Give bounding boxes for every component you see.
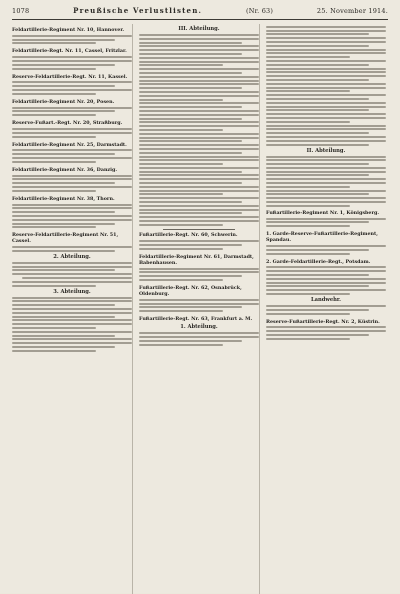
text-line	[139, 186, 259, 188]
section	[139, 316, 259, 345]
text-line	[139, 148, 259, 150]
text-line	[139, 57, 259, 59]
text-line	[266, 330, 386, 332]
text-line	[139, 99, 223, 101]
text-line	[266, 106, 386, 108]
divider	[163, 229, 235, 230]
text-line	[266, 293, 350, 295]
section	[266, 210, 386, 227]
text-line	[139, 209, 259, 211]
text-line	[12, 39, 115, 41]
text-line	[12, 262, 132, 264]
text-line	[139, 271, 259, 273]
text-line	[266, 125, 386, 127]
text-line	[266, 83, 386, 85]
text-line	[12, 157, 132, 159]
text-line	[139, 306, 242, 308]
section	[12, 142, 132, 163]
text-line	[266, 245, 386, 247]
text-line	[12, 323, 132, 325]
subheading: 1. Abteilung.	[180, 324, 218, 331]
text-line	[266, 117, 386, 119]
text-line	[12, 85, 115, 87]
text-line	[12, 128, 132, 130]
publication-title: Preußische Verlustlisten.	[73, 6, 203, 15]
section-heading: Fußartillerie-Regiment Nr. 1, Königsberg.	[266, 209, 380, 216]
section-heading: Feldartillerie-Regiment Nr. 20, Posen.	[12, 98, 115, 105]
text-line	[266, 249, 369, 251]
section-heading: Feldartillerie-Regiment Nr. 25, Darmstadt.	[12, 141, 127, 148]
text-line	[266, 30, 386, 32]
text-line	[139, 197, 259, 199]
section	[266, 319, 386, 340]
section	[12, 120, 132, 137]
section-heading: 2. Garde-Feldartillerie-Regt., Potsdam.	[266, 258, 371, 265]
text-line	[139, 102, 259, 104]
text-line	[139, 53, 242, 55]
section-heading: Fußartillerie-Regt. Nr. 63, Frankfurt a. M.	[139, 316, 253, 323]
section-heading: Feldartillerie-Regiment Nr. 38, Thorn.	[12, 195, 115, 202]
text-line	[139, 340, 242, 342]
subheading: Landwehr.	[310, 297, 341, 304]
text-line	[12, 68, 96, 70]
text-line	[266, 41, 386, 43]
text-line	[139, 118, 242, 120]
text-line	[139, 49, 259, 51]
text-line	[139, 159, 259, 161]
text-line	[139, 178, 259, 180]
section	[266, 231, 386, 254]
section-heading: Reserve-Feldartillerie-Regt. Nr. 11, Kassel.	[12, 73, 128, 80]
text-line	[139, 216, 259, 218]
section-heading: Feldartillerie-Regt. Nr. 11, Cassel, Fritzlar.	[12, 48, 127, 55]
text-line	[12, 273, 132, 275]
text-line	[139, 72, 242, 74]
text-line	[266, 278, 386, 280]
text-line	[266, 71, 386, 73]
text-line	[12, 327, 96, 329]
text-line	[139, 174, 259, 176]
section-heading: Reserve-Fußart.-Regt. Nr. 20, Straßburg.	[12, 120, 123, 127]
text-line	[12, 153, 115, 155]
text-line	[139, 95, 259, 97]
text-line	[12, 60, 132, 62]
section	[139, 285, 259, 312]
text-line	[266, 98, 369, 100]
section	[266, 259, 386, 315]
text-line	[266, 266, 386, 268]
text-line	[12, 246, 132, 248]
text-line	[266, 182, 386, 184]
subheading: 3. Abteilung.	[53, 288, 91, 295]
text-line	[139, 275, 242, 277]
text-line	[266, 37, 386, 39]
text-line	[139, 248, 223, 250]
text-line	[266, 113, 386, 115]
text-line	[139, 212, 242, 214]
text-line	[139, 344, 223, 346]
text-line	[266, 201, 386, 203]
text-line	[139, 182, 242, 184]
text-line	[139, 268, 259, 270]
text-line	[266, 79, 369, 81]
text-line	[266, 205, 350, 207]
text-line	[12, 190, 96, 192]
text-line	[266, 64, 369, 66]
text-line	[139, 121, 259, 123]
text-line	[266, 49, 386, 51]
page-header	[12, 6, 388, 20]
text-line	[266, 274, 369, 276]
section-heading: Feldartillerie-Regiment Nr. 36, Danzig.	[12, 166, 118, 173]
section-heading: Reserve-Feldartillerie-Regiment Nr. 51, Cassel.	[12, 232, 119, 245]
text-line	[139, 64, 223, 66]
text-line	[12, 223, 115, 225]
text-line	[139, 38, 259, 40]
text-line	[139, 45, 259, 47]
text-line	[266, 221, 369, 223]
text-line	[12, 350, 96, 352]
text-line	[139, 244, 242, 246]
text-line	[139, 310, 223, 312]
section	[12, 196, 132, 229]
issue-date: 25. November 1914.	[316, 7, 388, 15]
text-line	[12, 316, 115, 318]
section	[139, 254, 259, 281]
text-line	[139, 68, 259, 70]
text-line	[12, 175, 132, 177]
text-line	[266, 282, 386, 284]
text-line	[139, 137, 259, 139]
text-line	[12, 110, 115, 112]
text-line	[139, 220, 259, 222]
text-line	[139, 205, 259, 207]
text-line	[266, 326, 386, 328]
text-line	[266, 225, 350, 227]
text-line	[139, 125, 259, 127]
text-line	[266, 26, 386, 28]
text-line	[266, 136, 386, 138]
text-line	[139, 193, 223, 195]
subheading: III. Abteilung.	[178, 26, 220, 32]
text-line	[12, 250, 115, 252]
text-line	[139, 83, 259, 85]
text-line	[139, 129, 223, 131]
text-line	[266, 186, 350, 188]
text-line	[266, 285, 369, 287]
section	[12, 99, 132, 116]
text-line	[139, 224, 223, 226]
text-line	[12, 335, 115, 337]
text-line	[139, 152, 242, 154]
text-line	[266, 193, 369, 195]
text-line	[12, 89, 132, 91]
text-line	[139, 336, 259, 338]
text-line	[12, 161, 96, 163]
column-1	[12, 24, 133, 594]
section-heading: Feldartillerie-Regiment Nr. 61, Darmstadt, Babenhausen.	[139, 253, 254, 266]
text-line	[139, 140, 242, 142]
text-line	[12, 42, 96, 44]
section	[12, 74, 132, 95]
text-line	[139, 156, 259, 158]
text-line	[266, 60, 386, 62]
text-line	[12, 297, 132, 299]
text-line	[139, 332, 259, 334]
text-line	[12, 56, 132, 58]
text-line	[266, 94, 386, 96]
subheading: 2. Abteilung.	[53, 253, 91, 260]
text-line	[12, 331, 132, 333]
text-line	[139, 190, 259, 192]
text-line	[139, 91, 259, 93]
text-line	[12, 219, 132, 221]
text-line	[12, 338, 132, 340]
text-line	[12, 304, 115, 306]
text-line	[266, 33, 369, 35]
text-line	[12, 93, 96, 95]
text-line	[266, 144, 369, 146]
section-heading: Reserve-Fußartillerie-Regt. Nr. 2, Küstrin.	[266, 318, 380, 325]
text-line	[139, 106, 242, 108]
text-line	[266, 52, 386, 54]
text-line	[266, 253, 350, 255]
text-line	[12, 207, 132, 209]
text-line	[139, 80, 259, 82]
text-line	[266, 197, 386, 199]
text-line	[22, 277, 132, 279]
text-line	[139, 76, 259, 78]
text-line	[12, 35, 132, 37]
text-line	[12, 312, 132, 314]
column-2	[139, 24, 260, 594]
text-line	[139, 87, 242, 89]
text-line	[139, 167, 259, 169]
text-line	[266, 190, 386, 192]
section	[12, 167, 132, 192]
text-line	[139, 303, 259, 305]
text-line	[266, 45, 369, 47]
text-line	[266, 313, 350, 315]
text-line	[266, 309, 369, 311]
text-line	[139, 144, 259, 146]
text-line	[266, 167, 386, 169]
text-line	[139, 279, 223, 281]
text-line	[266, 68, 386, 70]
text-line	[266, 128, 386, 130]
text-line	[12, 285, 96, 287]
text-line	[12, 300, 132, 302]
section-heading: Fußartillerie-Regt. Nr. 60, Schwerin.	[139, 232, 238, 239]
page-number: 1078	[12, 7, 30, 15]
subheading: II. Abteilung.	[306, 147, 346, 154]
section	[139, 232, 259, 249]
text-line	[12, 308, 132, 310]
text-line	[266, 90, 350, 92]
section	[12, 48, 132, 69]
text-line	[12, 215, 132, 217]
text-line	[266, 75, 386, 77]
text-line	[139, 171, 242, 173]
text-line	[12, 281, 132, 283]
issue-number: (Nr. 63)	[245, 7, 274, 15]
section-heading: Fußartillerie-Regt. Nr. 62, Osnabrück, Oldenburg.	[139, 284, 242, 297]
text-line	[139, 114, 259, 116]
section-heading: Feldartillerie-Regiment Nr. 10, Hannover.	[12, 27, 125, 33]
text-line	[12, 319, 132, 321]
text-line	[139, 42, 242, 44]
text-line	[139, 34, 259, 36]
text-line	[266, 87, 386, 89]
text-line	[12, 64, 115, 66]
text-line	[12, 132, 132, 134]
text-line	[139, 110, 259, 112]
text-line	[12, 178, 132, 180]
text-line	[12, 342, 132, 344]
text-line	[12, 346, 115, 348]
text-line	[139, 61, 259, 63]
text-line	[139, 299, 259, 301]
text-line	[266, 270, 386, 272]
text-line	[266, 334, 369, 336]
text-line	[266, 159, 386, 161]
text-line	[266, 121, 350, 123]
text-line	[12, 114, 96, 116]
text-line	[12, 81, 132, 83]
section	[12, 232, 132, 352]
text-line	[12, 269, 115, 271]
text-line	[266, 140, 386, 142]
text-line	[139, 133, 259, 135]
text-line	[266, 56, 350, 58]
text-line	[12, 107, 132, 109]
text-line	[266, 171, 386, 173]
section	[12, 27, 132, 44]
text-line	[266, 338, 350, 340]
text-line	[266, 102, 386, 104]
text-line	[12, 266, 132, 268]
text-line	[266, 132, 369, 134]
text-line	[12, 136, 96, 138]
text-line	[139, 240, 259, 242]
text-line	[266, 218, 386, 220]
text-line	[266, 109, 369, 111]
section-heading: 1. Garde-Reserve-Fußartillerie-Regiment, Spandau.	[266, 231, 378, 244]
text-line	[266, 305, 386, 307]
text-line	[266, 289, 386, 291]
text-line	[12, 182, 115, 184]
text-line	[139, 201, 242, 203]
text-line	[266, 174, 369, 176]
text-line	[12, 186, 132, 188]
text-line	[266, 156, 386, 158]
text-line	[12, 226, 96, 228]
columns	[12, 24, 388, 594]
text-line	[12, 149, 132, 151]
text-line	[12, 211, 115, 213]
column-3	[266, 24, 386, 594]
text-line	[266, 178, 386, 180]
text-line	[12, 204, 132, 206]
text-line	[139, 163, 223, 165]
text-line	[266, 163, 369, 165]
